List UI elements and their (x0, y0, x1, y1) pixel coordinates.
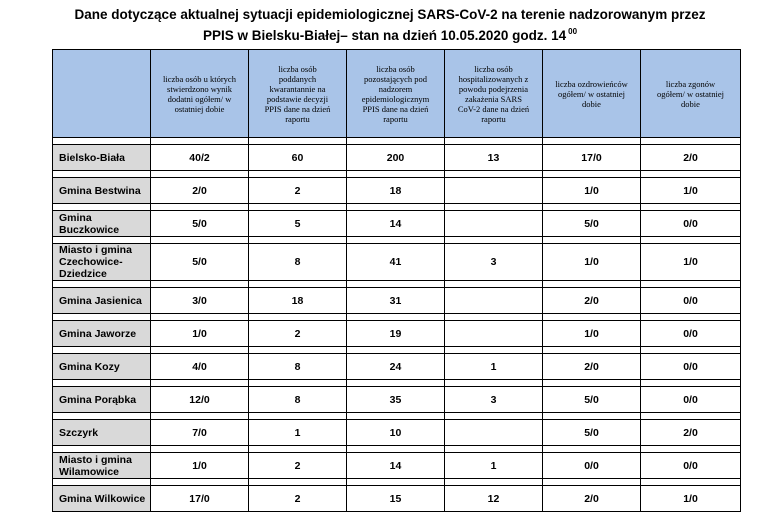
table-cell: 35 (347, 387, 445, 413)
spacer-cell (347, 446, 445, 453)
spacer-cell (543, 281, 641, 288)
table-cell: 1/0 (151, 453, 249, 479)
spacer-cell (347, 413, 445, 420)
table-cell: 1/0 (543, 178, 641, 204)
table-body (53, 138, 741, 512)
spacer-cell (249, 314, 347, 321)
spacer-cell (53, 281, 151, 288)
table-cell: 19 (347, 321, 445, 347)
spacer-cell (641, 171, 741, 178)
spacer-cell (151, 314, 249, 321)
row-spacer (53, 138, 741, 145)
table-cell: 5/0 (543, 211, 641, 237)
table-row (53, 211, 741, 237)
table-cell (445, 211, 543, 237)
spacer-cell (53, 314, 151, 321)
table-row (53, 145, 741, 171)
table-cell: 0/0 (543, 453, 641, 479)
spacer-cell (445, 347, 543, 354)
title-line-2-text: PPIS w Bielsku-Białej– stan na dzień 10.05.2020 godz. 14 (202, 28, 567, 43)
column-header-label: liczba ozdrowieńców ogółem/ w ostatniej dobie (555, 78, 628, 109)
spacer-cell (347, 314, 445, 321)
table-row (53, 244, 741, 281)
spacer-cell (53, 446, 151, 453)
spacer-cell (53, 347, 151, 354)
municipality-name: Gmina Wilkowice (53, 486, 151, 512)
spacer-cell (543, 314, 641, 321)
table-cell: 8 (249, 387, 347, 413)
spacer-cell (641, 479, 741, 486)
spacer-cell (53, 380, 151, 387)
table-cell: 1 (445, 453, 543, 479)
title-line-2 (0, 23, 780, 44)
municipality-name: Gmina Buczkowice (53, 211, 151, 237)
spacer-cell (543, 446, 641, 453)
table-cell: 13 (445, 145, 543, 171)
table-cell: 0/0 (641, 387, 741, 413)
column-header-label: liczba osób hospitalizowanych z powodu podejrzenia zakażenia SARS CoV-2 dane na dzień raportu (457, 63, 530, 124)
table-row (53, 354, 741, 380)
spacer-cell (347, 281, 445, 288)
spacer-cell (53, 138, 151, 145)
spacer-cell (347, 138, 445, 145)
table-cell (445, 420, 543, 446)
row-spacer (53, 380, 741, 387)
table-cell (445, 321, 543, 347)
table-cell: 12 (445, 486, 543, 512)
spacer-cell (445, 380, 543, 387)
spacer-cell (249, 204, 347, 211)
spacer-cell (445, 446, 543, 453)
table-cell: 1/0 (543, 321, 641, 347)
table-row (53, 387, 741, 413)
table-cell: 2/0 (543, 354, 641, 380)
title-line-1: Dane dotyczące aktualnej sytuacji epidemiologicznej SARS-CoV-2 na terenie nadzorowanym przez (74, 7, 706, 22)
table-cell: 0/0 (641, 211, 741, 237)
spacer-cell (445, 171, 543, 178)
table-cell: 1/0 (641, 486, 741, 512)
table-cell: 7/0 (151, 420, 249, 446)
table-cell: 3 (445, 387, 543, 413)
spacer-cell (347, 347, 445, 354)
column-header-6 (641, 50, 741, 138)
spacer-cell (249, 446, 347, 453)
spacer-cell (641, 446, 741, 453)
table-cell: 5/0 (543, 420, 641, 446)
table-cell: 0/0 (641, 453, 741, 479)
table-row (53, 486, 741, 512)
table-cell: 1/0 (641, 178, 741, 204)
spacer-cell (445, 138, 543, 145)
spacer-cell (249, 171, 347, 178)
spacer-cell (53, 413, 151, 420)
table-cell: 3 (445, 244, 543, 281)
table-cell: 3/0 (151, 288, 249, 314)
row-spacer (53, 347, 741, 354)
spacer-cell (641, 380, 741, 387)
column-header-label: liczba osób pozostających pod nadzorem epidemiologicznym PPIS dane na dzień raportu (361, 63, 430, 124)
table-cell: 15 (347, 486, 445, 512)
municipality-name: Gmina Porąbka (53, 387, 151, 413)
spacer-cell (347, 204, 445, 211)
spacer-cell (543, 479, 641, 486)
municipality-name: Szczyrk (53, 420, 151, 446)
row-spacer (53, 314, 741, 321)
column-header-5 (543, 50, 641, 138)
spacer-cell (249, 347, 347, 354)
spacer-cell (641, 281, 741, 288)
table-cell: 5/0 (543, 387, 641, 413)
spacer-cell (445, 413, 543, 420)
spacer-cell (641, 413, 741, 420)
spacer-cell (543, 347, 641, 354)
table-cell: 0/0 (641, 321, 741, 347)
municipality-name: Miasto i gmina Wilamowice (53, 453, 151, 479)
column-header-0 (53, 50, 151, 138)
spacer-cell (347, 171, 445, 178)
title-hour-minutes: 00 (568, 27, 578, 36)
spacer-cell (151, 204, 249, 211)
spacer-cell (445, 314, 543, 321)
table-cell: 2 (249, 178, 347, 204)
table-cell: 200 (347, 145, 445, 171)
spacer-cell (543, 171, 641, 178)
spacer-cell (543, 204, 641, 211)
table-cell: 2/0 (543, 288, 641, 314)
table-cell: 14 (347, 453, 445, 479)
document-title (0, 6, 780, 44)
spacer-cell (151, 138, 249, 145)
table-cell: 18 (347, 178, 445, 204)
table-cell: 5/0 (151, 244, 249, 281)
table-cell (445, 178, 543, 204)
table-cell: 2 (249, 321, 347, 347)
table-cell: 60 (249, 145, 347, 171)
table-cell: 8 (249, 354, 347, 380)
table-cell: 5 (249, 211, 347, 237)
table-cell: 2 (249, 453, 347, 479)
table-cell: 10 (347, 420, 445, 446)
spacer-cell (347, 237, 445, 244)
table-cell: 1/0 (641, 244, 741, 281)
table-cell: 0/0 (641, 288, 741, 314)
row-spacer (53, 479, 741, 486)
spacer-cell (151, 347, 249, 354)
spacer-cell (151, 479, 249, 486)
table-cell: 2 (249, 486, 347, 512)
spacer-cell (53, 237, 151, 244)
spacer-cell (445, 204, 543, 211)
table-cell: 12/0 (151, 387, 249, 413)
table-row (53, 453, 741, 479)
spacer-cell (151, 413, 249, 420)
table-row (53, 288, 741, 314)
spacer-cell (151, 446, 249, 453)
spacer-cell (249, 237, 347, 244)
spacer-cell (445, 237, 543, 244)
row-spacer (53, 204, 741, 211)
municipality-name: Gmina Bestwina (53, 178, 151, 204)
spacer-cell (641, 347, 741, 354)
spacer-cell (641, 138, 741, 145)
spacer-cell (249, 413, 347, 420)
table-cell: 1/0 (543, 244, 641, 281)
spacer-cell (543, 413, 641, 420)
municipality-name: Gmina Kozy (53, 354, 151, 380)
table-cell: 5/0 (151, 211, 249, 237)
table-cell: 1/0 (151, 321, 249, 347)
table-cell: 2/0 (151, 178, 249, 204)
table-cell: 0/0 (641, 354, 741, 380)
table-cell: 17/0 (151, 486, 249, 512)
spacer-cell (151, 171, 249, 178)
table-row (53, 178, 741, 204)
spacer-cell (543, 138, 641, 145)
table-cell: 2/0 (641, 145, 741, 171)
spacer-cell (347, 380, 445, 387)
spacer-cell (445, 281, 543, 288)
table-cell: 14 (347, 211, 445, 237)
row-spacer (53, 171, 741, 178)
column-header-4 (445, 50, 543, 138)
municipality-name: Bielsko-Biała (53, 145, 151, 171)
table-cell: 24 (347, 354, 445, 380)
spacer-cell (249, 138, 347, 145)
table-cell: 41 (347, 244, 445, 281)
spacer-cell (445, 479, 543, 486)
table-cell: 18 (249, 288, 347, 314)
table-cell: 40/2 (151, 145, 249, 171)
table-row (53, 321, 741, 347)
row-spacer (53, 446, 741, 453)
spacer-cell (249, 281, 347, 288)
spacer-cell (151, 237, 249, 244)
spacer-cell (151, 380, 249, 387)
column-header-label: liczba zgonów ogółem/ w ostatniej dobie (656, 78, 725, 109)
column-header-label: liczba osób u których stwierdzono wynik dodatni ogółem/ w ostatniej dobie (163, 73, 236, 114)
spacer-cell (53, 479, 151, 486)
table-cell: 2/0 (543, 486, 641, 512)
spacer-cell (249, 479, 347, 486)
epidemiological-table (52, 49, 741, 512)
spacer-cell (543, 237, 641, 244)
row-spacer (53, 413, 741, 420)
spacer-cell (151, 281, 249, 288)
spacer-cell (641, 314, 741, 321)
table-cell: 31 (347, 288, 445, 314)
row-spacer (53, 237, 741, 244)
table-cell: 8 (249, 244, 347, 281)
spacer-cell (641, 237, 741, 244)
spacer-cell (53, 204, 151, 211)
spacer-cell (347, 479, 445, 486)
table-cell: 1 (445, 354, 543, 380)
column-header-3 (347, 50, 445, 138)
spacer-cell (543, 380, 641, 387)
table-cell (445, 288, 543, 314)
spacer-cell (249, 380, 347, 387)
column-header-1 (151, 50, 249, 138)
column-header-2 (249, 50, 347, 138)
municipality-name: Gmina Jaworze (53, 321, 151, 347)
table-cell: 1 (249, 420, 347, 446)
table-header-row (53, 50, 741, 138)
table-cell: 2/0 (641, 420, 741, 446)
table-row (53, 420, 741, 446)
column-header-label: liczba osób poddanych kwarantannie na podstawie decyzji PPIS dane na dzień raportu (264, 63, 331, 124)
municipality-name: Gmina Jasienica (53, 288, 151, 314)
table-cell: 17/0 (543, 145, 641, 171)
table-cell: 4/0 (151, 354, 249, 380)
row-spacer (53, 281, 741, 288)
spacer-cell (53, 171, 151, 178)
spacer-cell (641, 204, 741, 211)
municipality-name: Miasto i gmina Czechowice-Dziedzice (53, 244, 151, 281)
